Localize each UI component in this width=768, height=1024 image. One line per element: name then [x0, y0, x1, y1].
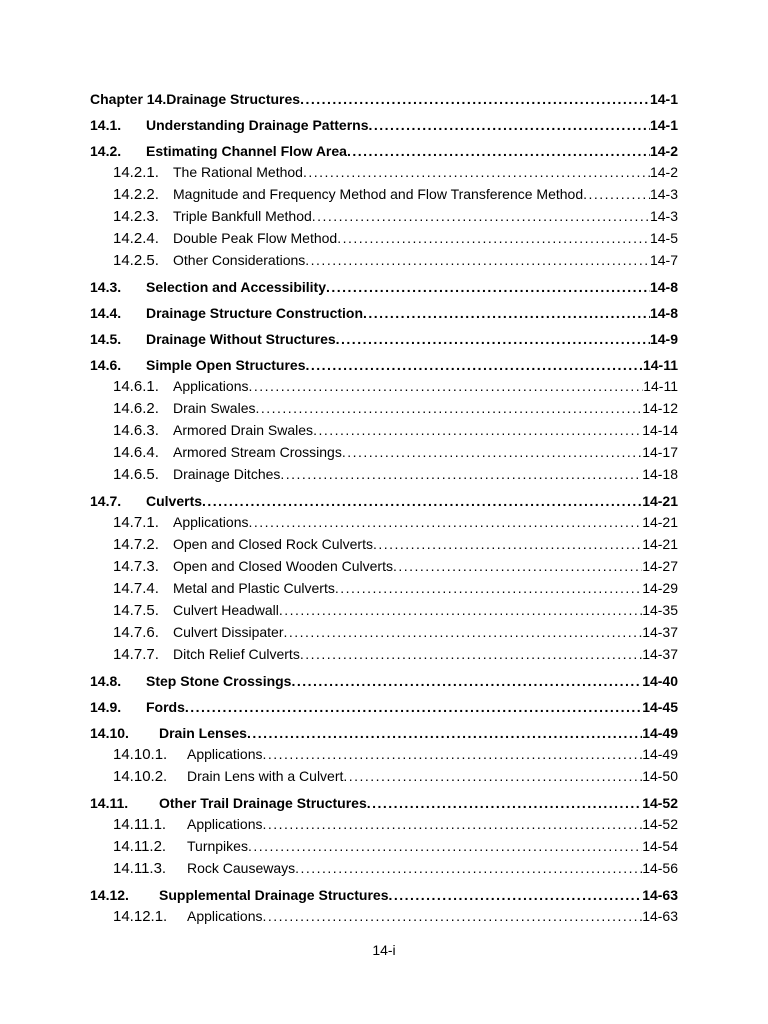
- toc-entry-number: Chapter 14.: [90, 91, 167, 107]
- toc-dot-leader: [279, 601, 642, 619]
- toc-entry-page: 14-56: [642, 860, 678, 876]
- toc-entry-title: Applications: [187, 908, 263, 924]
- toc-subentry[interactable]: [90, 163, 678, 182]
- toc-entry-title: Applications: [173, 378, 249, 394]
- toc-entry-title: Applications: [187, 746, 263, 762]
- toc-dot-leader: [185, 698, 642, 716]
- toc-subentry[interactable]: [90, 815, 678, 834]
- toc-entry[interactable]: [90, 330, 678, 348]
- toc-subentry[interactable]: [90, 421, 678, 440]
- toc-dot-leader: [249, 377, 644, 395]
- toc-entry-title: Drain Lens with a Culvert: [187, 768, 344, 784]
- toc-dot-leader: [300, 645, 642, 663]
- toc-dot-leader: [343, 767, 642, 785]
- toc-subentry[interactable]: [90, 767, 678, 786]
- toc-dot-leader: [291, 672, 642, 690]
- toc-entry-number: 14.6.2.: [113, 400, 159, 417]
- toc-dot-leader: [367, 794, 642, 812]
- toc-entry[interactable]: [90, 672, 678, 690]
- toc-entry-number: 14.7.6.: [113, 624, 159, 641]
- toc-entry-title: Applications: [187, 816, 263, 832]
- toc-entry-number: 14.9.: [90, 699, 122, 715]
- toc-entry-title: Other Trail Drainage Structures: [159, 795, 367, 811]
- toc-entry-page: 14-1: [649, 117, 678, 133]
- toc-subentry[interactable]: [90, 377, 678, 396]
- toc-entry-number: 14.11.3.: [113, 860, 167, 877]
- toc-entry-title: Culvert Dissipater: [173, 624, 284, 640]
- toc-entry-title: Drain Swales: [173, 400, 256, 416]
- toc-entry-number: 14.2.2.: [113, 186, 159, 203]
- toc-entry-page: 14-11: [642, 357, 678, 373]
- toc-entry-title: Step Stone Crossings: [146, 673, 292, 689]
- toc-entry-number: 14.11.2.: [113, 838, 167, 855]
- toc-subentry[interactable]: [90, 645, 678, 664]
- toc-dot-leader: [393, 557, 642, 575]
- toc-entry-page: 14-21: [642, 493, 678, 509]
- toc-entry-page: 14-49: [642, 725, 678, 741]
- toc-subentry[interactable]: [90, 745, 678, 764]
- toc-dot-leader: [280, 465, 642, 483]
- toc-entry-number: 14.2.1.: [113, 164, 159, 181]
- toc-entry-title: Turnpikes: [187, 838, 248, 854]
- toc-entry[interactable]: [90, 356, 678, 374]
- toc-entry-title: Triple Bankfull Method: [173, 208, 312, 224]
- toc-entry[interactable]: [90, 886, 678, 904]
- toc-entry-page: 14-49: [642, 746, 678, 762]
- toc-dot-leader: [263, 907, 643, 925]
- toc-entry-page: 14-45: [642, 699, 678, 715]
- toc-entry-title: Understanding Drainage Patterns: [146, 117, 369, 133]
- toc-entry-page: 14-21: [642, 514, 678, 530]
- toc-subentry[interactable]: [90, 513, 678, 532]
- toc-dot-leader: [312, 207, 650, 225]
- toc-entry[interactable]: [90, 116, 678, 134]
- toc-dot-leader: [363, 304, 650, 322]
- toc-entry-number: 14.7.3.: [113, 558, 159, 575]
- toc-entry-page: 14-2: [649, 164, 678, 180]
- toc-entry-title: Fords: [146, 699, 185, 715]
- toc-entry-title: Double Peak Flow Method: [173, 230, 338, 246]
- toc-entry-page: 14-11: [643, 378, 678, 394]
- toc-entry-number: 14.12.: [90, 887, 129, 903]
- toc-subentry[interactable]: [90, 859, 678, 878]
- toc-entry-page: 14-37: [642, 646, 678, 662]
- toc-entry-number: 14.2.3.: [113, 208, 159, 225]
- toc-entry-title: Open and Closed Rock Culverts: [173, 536, 373, 552]
- toc-dot-leader: [305, 356, 642, 374]
- toc-entry-title: Magnitude and Frequency Method and Flow Transference Method: [173, 186, 584, 202]
- toc-entry-number: 14.2.4.: [113, 230, 159, 247]
- toc-subentry[interactable]: [90, 399, 678, 418]
- toc-entry-title: Estimating Channel Flow Area: [146, 143, 347, 159]
- toc-entry[interactable]: [90, 142, 678, 160]
- toc-entry-page: 14-21: [642, 536, 678, 552]
- toc-entry-number: 14.8.: [90, 673, 122, 689]
- toc-entry-title: Selection and Accessibility: [146, 279, 326, 295]
- toc-subentry[interactable]: [90, 579, 678, 598]
- table-of-contents: [90, 90, 678, 926]
- toc-entry-number: 14.7.4.: [113, 580, 159, 597]
- toc-entry-page: 14-37: [642, 624, 678, 640]
- toc-entry-number: 14.4.: [90, 305, 122, 321]
- toc-entry-title: Simple Open Structures: [146, 357, 306, 373]
- toc-entry-number: 14.7.7.: [113, 646, 159, 663]
- toc-entry[interactable]: [90, 278, 678, 296]
- toc-entry-title: Metal and Plastic Culverts: [173, 580, 335, 596]
- toc-entry-number: 14.3.: [90, 279, 122, 295]
- toc-entry-number: 14.12.1.: [113, 908, 168, 925]
- toc-entry-chapter[interactable]: [90, 90, 678, 108]
- toc-entry-title: Other Considerations: [173, 252, 306, 268]
- toc-dot-leader: [369, 116, 650, 134]
- toc-subentry[interactable]: [90, 907, 678, 926]
- toc-entry-title: Drain Lenses: [159, 725, 247, 741]
- toc-dot-leader: [202, 492, 642, 510]
- toc-entry-page: 14-8: [649, 305, 678, 321]
- toc-subentry[interactable]: [90, 465, 678, 484]
- toc-subentry[interactable]: [90, 557, 678, 576]
- toc-subentry[interactable]: [90, 229, 678, 248]
- toc-dot-leader: [337, 229, 650, 247]
- toc-entry-number: 14.7.2.: [113, 536, 159, 553]
- toc-entry-page: 14-29: [642, 580, 678, 596]
- toc-entry-number: 14.11.1.: [113, 816, 167, 833]
- toc-dot-leader: [347, 142, 650, 160]
- toc-entry-number: 14.11.: [90, 795, 129, 811]
- toc-entry-number: 14.6.: [90, 357, 122, 373]
- toc-dot-leader: [263, 815, 643, 833]
- toc-entry-page: 14-63: [642, 908, 678, 924]
- toc-entry-title: Applications: [173, 514, 249, 530]
- toc-entry-number: 14.1.: [90, 117, 122, 133]
- toc-entry-number: 14.2.5.: [113, 252, 159, 269]
- toc-entry-page: 14-8: [649, 279, 678, 295]
- toc-entry-title: Open and Closed Wooden Culverts: [173, 558, 393, 574]
- toc-dot-leader: [373, 535, 642, 553]
- toc-entry-title: Drainage Ditches: [173, 466, 281, 482]
- toc-entry-title: Supplemental Drainage Structures: [159, 887, 389, 903]
- toc-subentry[interactable]: [90, 207, 678, 226]
- toc-entry-title: The Rational Method: [173, 164, 303, 180]
- toc-entry-number: 14.6.1.: [113, 378, 159, 395]
- toc-entry-page: 14-3: [649, 208, 678, 224]
- toc-entry-title: Armored Drain Swales: [173, 422, 314, 438]
- toc-entry-page: 14-7: [649, 252, 678, 268]
- toc-dot-leader: [249, 513, 643, 531]
- toc-dot-leader: [295, 859, 642, 877]
- toc-entry-page: 14-52: [642, 795, 678, 811]
- toc-entry-page: 14-9: [649, 331, 678, 347]
- toc-entry-page: 14-2: [649, 143, 678, 159]
- page-number: 14-i: [372, 942, 396, 958]
- toc-entry-page: 14-35: [642, 602, 678, 618]
- toc-entry-number: 14.6.3.: [113, 422, 159, 439]
- toc-subentry[interactable]: [90, 251, 678, 270]
- toc-dot-leader: [247, 724, 642, 742]
- toc-entry-page: 14-18: [642, 466, 678, 482]
- toc-entry[interactable]: [90, 794, 678, 812]
- toc-subentry[interactable]: [90, 185, 678, 204]
- toc-entry-page: 14-27: [642, 558, 678, 574]
- toc-dot-leader: [389, 886, 643, 904]
- toc-entry-title: Drainage Structure Construction: [146, 305, 364, 321]
- toc-entry-number: 14.10.2.: [113, 768, 168, 785]
- toc-subentry[interactable]: [90, 601, 678, 620]
- toc-entry-number: 14.10.1.: [113, 746, 168, 763]
- toc-subentry[interactable]: [90, 623, 678, 642]
- toc-entry[interactable]: [90, 304, 678, 322]
- toc-entry-number: 14.5.: [90, 331, 122, 347]
- toc-entry[interactable]: [90, 724, 678, 742]
- toc-entry-title: Culvert Headwall: [173, 602, 279, 618]
- toc-entry-page: 14-54: [642, 838, 678, 854]
- toc-entry-page: 14-14: [642, 422, 678, 438]
- toc-entry-page: 14-1: [649, 91, 678, 107]
- toc-entry-page: 14-5: [649, 230, 678, 246]
- toc-dot-leader: [583, 185, 650, 203]
- toc-entry-page: 14-63: [642, 887, 678, 903]
- toc-entry-number: 14.6.4.: [113, 444, 159, 461]
- toc-dot-leader: [300, 90, 650, 108]
- toc-entry-title: Ditch Relief Culverts: [173, 646, 300, 662]
- toc-entry-page: 14-52: [642, 816, 678, 832]
- toc-dot-leader: [263, 745, 643, 763]
- toc-entry-number: 14.7.: [90, 493, 122, 509]
- toc-entry-page: 14-40: [642, 673, 678, 689]
- toc-entry-number: 14.7.1.: [113, 514, 159, 531]
- toc-dot-leader: [305, 251, 650, 269]
- toc-entry-title: Rock Causeways: [187, 860, 296, 876]
- toc-entry-number: 14.7.5.: [113, 602, 159, 619]
- toc-subentry[interactable]: [90, 535, 678, 554]
- toc-entry-page: 14-12: [642, 400, 678, 416]
- toc-entry-number: 14.10.: [90, 725, 129, 741]
- toc-dot-leader: [342, 443, 642, 461]
- toc-entry-title: Drainage Without Structures: [146, 331, 336, 347]
- toc-entry-page: 14-3: [649, 186, 678, 202]
- toc-dot-leader: [248, 837, 642, 855]
- toc-entry-title: Armored Stream Crossings: [173, 444, 342, 460]
- toc-dot-leader: [313, 421, 642, 439]
- toc-entry[interactable]: [90, 492, 678, 510]
- toc-entry-page: 14-50: [642, 768, 678, 784]
- toc-entry-page: 14-17: [642, 444, 678, 460]
- toc-entry-title: Culverts: [146, 493, 203, 509]
- toc-entry-number: 14.2.: [90, 143, 122, 159]
- toc-entry[interactable]: [90, 698, 678, 716]
- toc-entry-number: 14.6.5.: [113, 466, 159, 483]
- toc-entry-title: Drainage Structures: [166, 91, 301, 107]
- toc-subentry[interactable]: [90, 443, 678, 462]
- toc-dot-leader: [335, 579, 642, 597]
- toc-subentry[interactable]: [90, 837, 678, 856]
- toc-dot-leader: [283, 623, 642, 641]
- toc-dot-leader: [303, 163, 650, 181]
- toc-dot-leader: [326, 278, 650, 296]
- toc-dot-leader: [255, 399, 642, 417]
- toc-dot-leader: [336, 330, 650, 348]
